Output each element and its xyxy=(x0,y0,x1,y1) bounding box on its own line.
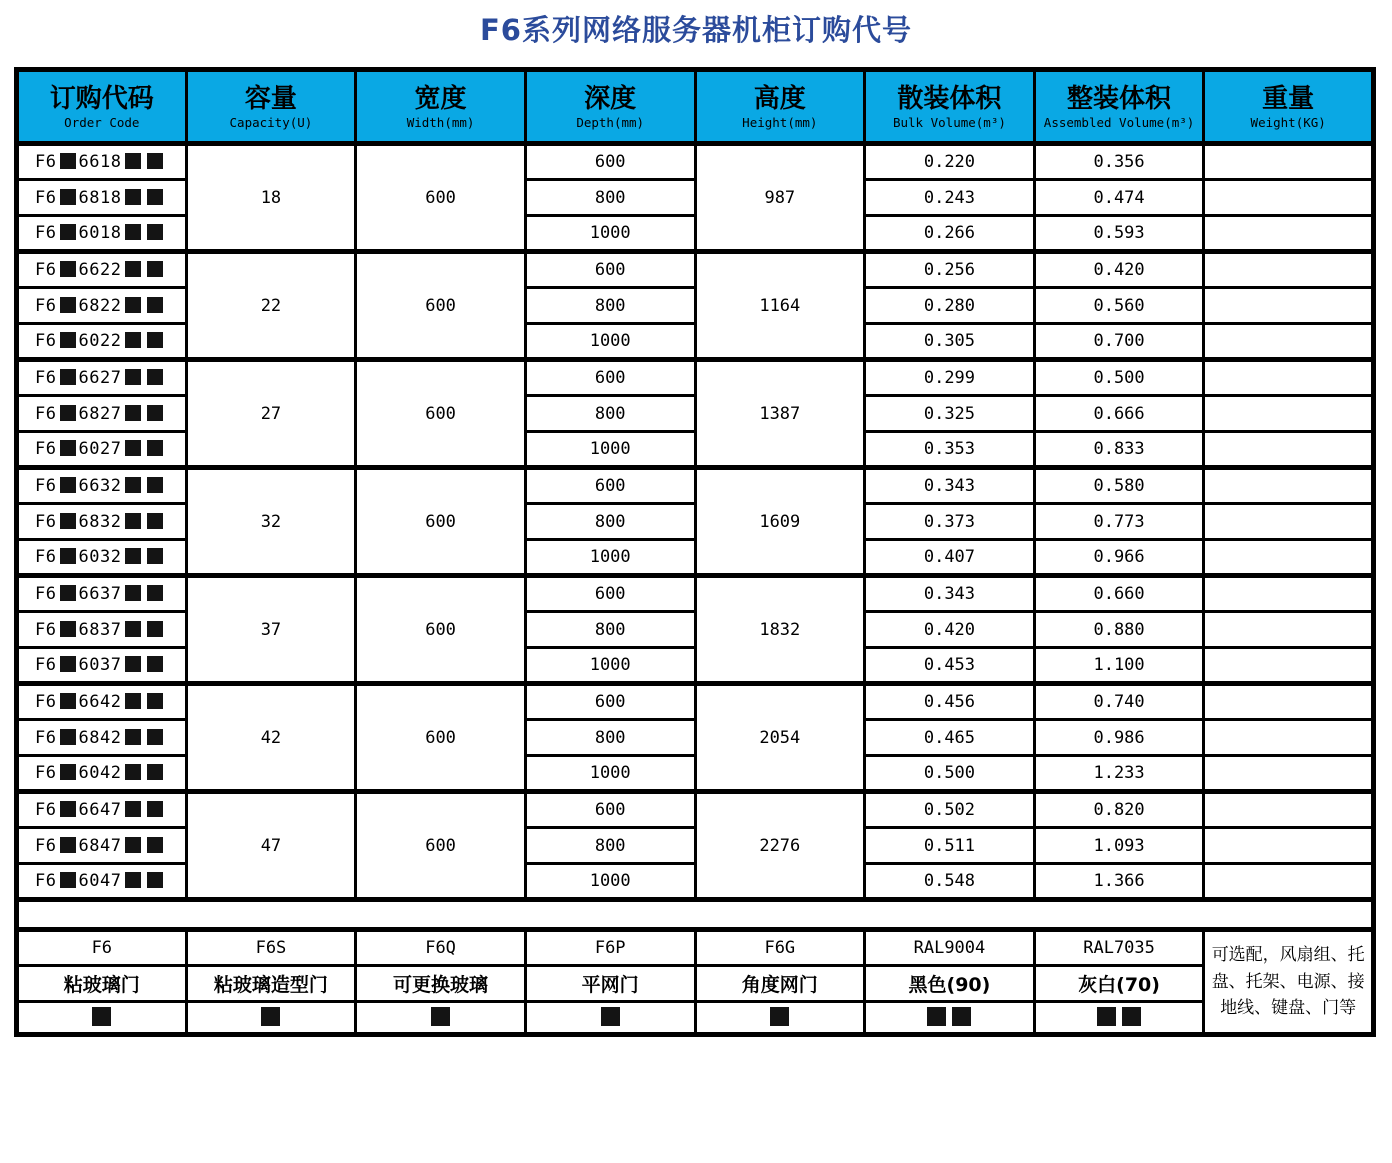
option-code-cell: RAL7035 xyxy=(1034,930,1204,966)
header-depth-zh: 深度 xyxy=(584,83,637,114)
width-cell: 600 xyxy=(356,360,526,468)
weight-cell xyxy=(1204,828,1374,864)
option-code-cell: F6Q xyxy=(356,930,526,966)
placeholder-square xyxy=(147,153,163,169)
depth-cell: 800 xyxy=(525,180,695,216)
option-label-cell: 粘玻璃门 xyxy=(17,966,187,1002)
capacity-cell: 42 xyxy=(186,684,356,792)
depth-cell: 600 xyxy=(525,576,695,612)
assembled-volume-cell: 0.833 xyxy=(1034,432,1204,468)
bulk-volume-cell: 0.548 xyxy=(865,864,1035,900)
placeholder-square xyxy=(147,872,163,888)
bulk-volume-cell: 0.373 xyxy=(865,504,1035,540)
option-code-row xyxy=(17,930,1374,966)
placeholder-square xyxy=(147,369,163,385)
order-code-cell: F6 6647 xyxy=(17,792,187,828)
placeholder-square xyxy=(125,837,141,853)
option-code-cell: F6S xyxy=(186,930,356,966)
capacity-cell: 18 xyxy=(186,144,356,252)
assembled-volume-cell: 1.366 xyxy=(1034,864,1204,900)
placeholder-square xyxy=(927,1007,946,1026)
placeholder-square xyxy=(60,693,76,709)
depth-cell: 1000 xyxy=(525,540,695,576)
bulk-volume-cell: 0.305 xyxy=(865,324,1035,360)
weight-cell xyxy=(1204,360,1374,396)
placeholder-square xyxy=(60,837,76,853)
placeholder-square xyxy=(147,621,163,637)
weight-cell xyxy=(1204,216,1374,252)
placeholder-square xyxy=(60,477,76,493)
order-code-cell: F6 6032 xyxy=(17,540,187,576)
placeholder-square xyxy=(147,837,163,853)
header-bulk-volume xyxy=(865,70,1035,144)
header-capacity-en: Capacity(U) xyxy=(229,115,313,131)
depth-cell: 1000 xyxy=(525,864,695,900)
capacity-cell: 22 xyxy=(186,252,356,360)
placeholder-square xyxy=(125,621,141,637)
assembled-volume-cell: 0.666 xyxy=(1034,396,1204,432)
weight-cell xyxy=(1204,720,1374,756)
header-height-zh: 高度 xyxy=(753,83,806,114)
option-code-cell: F6G xyxy=(695,930,865,966)
option-label-cell: 可更换玻璃 xyxy=(356,966,526,1002)
placeholder-square xyxy=(125,729,141,745)
order-code-cell: F6 6842 xyxy=(17,720,187,756)
assembled-volume-cell: 0.356 xyxy=(1034,144,1204,180)
assembled-volume-cell: 0.740 xyxy=(1034,684,1204,720)
placeholder-square xyxy=(60,297,76,313)
width-cell: 600 xyxy=(356,684,526,792)
spec-table-wrap xyxy=(14,67,1376,1037)
height-cell: 1832 xyxy=(695,576,865,684)
assembled-volume-cell: 0.700 xyxy=(1034,324,1204,360)
placeholder-square xyxy=(125,693,141,709)
bulk-volume-cell: 0.502 xyxy=(865,792,1035,828)
weight-cell xyxy=(1204,756,1374,792)
order-code-cell: F6 6827 xyxy=(17,396,187,432)
table-row xyxy=(17,468,1374,504)
width-cell: 600 xyxy=(356,792,526,900)
spec-table-header xyxy=(17,70,1374,144)
table-row xyxy=(17,252,1374,288)
placeholder-square xyxy=(60,332,76,348)
weight-cell xyxy=(1204,576,1374,612)
option-mark-row xyxy=(17,1002,1374,1035)
header-assembled-volume xyxy=(1034,70,1204,144)
height-cell: 1164 xyxy=(695,252,865,360)
placeholder-square xyxy=(125,440,141,456)
placeholder-square xyxy=(125,548,141,564)
placeholder-square xyxy=(147,224,163,240)
placeholder-square xyxy=(125,656,141,672)
bulk-volume-cell: 0.220 xyxy=(865,144,1035,180)
option-mark-cell xyxy=(1034,1002,1204,1035)
order-code-cell: F6 6047 xyxy=(17,864,187,900)
placeholder-square xyxy=(60,872,76,888)
order-code-cell: F6 6837 xyxy=(17,612,187,648)
table-row xyxy=(17,684,1374,720)
option-label-cell: 粘玻璃造型门 xyxy=(186,966,356,1002)
order-code-cell: F6 6627 xyxy=(17,360,187,396)
depth-cell: 600 xyxy=(525,792,695,828)
placeholder-square xyxy=(147,189,163,205)
depth-cell: 1000 xyxy=(525,756,695,792)
depth-cell: 1000 xyxy=(525,648,695,684)
bulk-volume-cell: 0.453 xyxy=(865,648,1035,684)
depth-cell: 800 xyxy=(525,396,695,432)
table-row xyxy=(17,792,1374,828)
weight-cell xyxy=(1204,864,1374,900)
header-bulk-volume-en: Bulk Volume(m³) xyxy=(892,115,1006,131)
placeholder-square xyxy=(60,369,76,385)
placeholder-square xyxy=(60,621,76,637)
assembled-volume-cell: 0.773 xyxy=(1034,504,1204,540)
placeholder-square xyxy=(770,1007,789,1026)
header-weight-en: Weight(KG) xyxy=(1250,115,1326,131)
placeholder-square xyxy=(431,1007,450,1026)
placeholder-square xyxy=(147,729,163,745)
option-code-cell: F6 xyxy=(17,930,187,966)
header-order-code-en: Order Code xyxy=(64,115,140,131)
depth-cell: 1000 xyxy=(525,432,695,468)
placeholder-square xyxy=(147,513,163,529)
placeholder-square xyxy=(1097,1007,1116,1026)
assembled-volume-cell: 0.880 xyxy=(1034,612,1204,648)
bulk-volume-cell: 0.325 xyxy=(865,396,1035,432)
table-row xyxy=(17,576,1374,612)
bulk-volume-cell: 0.266 xyxy=(865,216,1035,252)
weight-cell xyxy=(1204,540,1374,576)
placeholder-square xyxy=(125,585,141,601)
placeholder-square xyxy=(125,764,141,780)
header-bulk-volume-zh: 散装体积 xyxy=(897,83,1002,114)
placeholder-square xyxy=(147,297,163,313)
header-width-zh: 宽度 xyxy=(414,83,467,114)
placeholder-square xyxy=(147,332,163,348)
bulk-volume-cell: 0.343 xyxy=(865,576,1035,612)
bulk-volume-cell: 0.353 xyxy=(865,432,1035,468)
placeholder-square xyxy=(60,548,76,564)
depth-cell: 1000 xyxy=(525,216,695,252)
placeholder-square xyxy=(1122,1007,1141,1026)
bulk-volume-cell: 0.500 xyxy=(865,756,1035,792)
order-code-cell: F6 6847 xyxy=(17,828,187,864)
bulk-volume-cell: 0.243 xyxy=(865,180,1035,216)
spacer-cell xyxy=(17,900,1374,930)
capacity-cell: 27 xyxy=(186,360,356,468)
option-note-cell: 可选配，风扇组、托盘、托架、电源、接地线、键盘、门等 xyxy=(1204,930,1374,1035)
assembled-volume-cell: 0.474 xyxy=(1034,180,1204,216)
weight-cell xyxy=(1204,648,1374,684)
depth-cell: 600 xyxy=(525,144,695,180)
table-row xyxy=(17,360,1374,396)
depth-cell: 600 xyxy=(525,684,695,720)
bulk-volume-cell: 0.299 xyxy=(865,360,1035,396)
bulk-volume-cell: 0.465 xyxy=(865,720,1035,756)
page-title: F6系列网络服务器机柜订购代号 xyxy=(480,13,912,47)
assembled-volume-cell: 0.420 xyxy=(1034,252,1204,288)
header-weight-zh: 重量 xyxy=(1262,83,1315,114)
depth-cell: 800 xyxy=(525,828,695,864)
option-mark-cell xyxy=(695,1002,865,1035)
placeholder-square xyxy=(60,189,76,205)
header-height-en: Height(mm) xyxy=(742,115,818,131)
assembled-volume-cell: 0.966 xyxy=(1034,540,1204,576)
header-width-en: Width(mm) xyxy=(406,115,475,131)
depth-cell: 600 xyxy=(525,252,695,288)
placeholder-square xyxy=(125,224,141,240)
width-cell: 600 xyxy=(356,144,526,252)
placeholder-square xyxy=(60,153,76,169)
option-code-cell: RAL9004 xyxy=(865,930,1035,966)
header-order-code-zh: 订购代码 xyxy=(49,83,154,114)
bulk-volume-cell: 0.256 xyxy=(865,252,1035,288)
order-code-cell: F6 6818 xyxy=(17,180,187,216)
assembled-volume-cell: 1.100 xyxy=(1034,648,1204,684)
weight-cell xyxy=(1204,792,1374,828)
assembled-volume-cell: 0.580 xyxy=(1034,468,1204,504)
placeholder-square xyxy=(147,405,163,421)
header-weight xyxy=(1204,70,1374,144)
option-label-cell: 黑色(90) xyxy=(865,966,1035,1002)
placeholder-square xyxy=(60,440,76,456)
weight-cell xyxy=(1204,288,1374,324)
option-mark-cell xyxy=(356,1002,526,1035)
placeholder-square xyxy=(60,801,76,817)
depth-cell: 800 xyxy=(525,720,695,756)
option-mark-cell xyxy=(17,1002,187,1035)
placeholder-square xyxy=(125,477,141,493)
capacity-cell: 37 xyxy=(186,576,356,684)
order-code-cell: F6 6037 xyxy=(17,648,187,684)
order-code-cell: F6 6618 xyxy=(17,144,187,180)
option-mark-cell xyxy=(865,1002,1035,1035)
order-code-cell: F6 6637 xyxy=(17,576,187,612)
placeholder-square xyxy=(147,656,163,672)
placeholder-square xyxy=(60,764,76,780)
header-order-code xyxy=(17,70,187,144)
header-capacity-zh: 容量 xyxy=(244,83,297,114)
weight-cell xyxy=(1204,396,1374,432)
placeholder-square xyxy=(60,729,76,745)
order-code-cell: F6 6642 xyxy=(17,684,187,720)
header-height xyxy=(695,70,865,144)
placeholder-square xyxy=(147,261,163,277)
placeholder-square xyxy=(125,332,141,348)
weight-cell xyxy=(1204,612,1374,648)
placeholder-square xyxy=(125,369,141,385)
order-code-cell: F6 6027 xyxy=(17,432,187,468)
placeholder-square xyxy=(92,1007,111,1026)
bulk-volume-cell: 0.407 xyxy=(865,540,1035,576)
bulk-volume-cell: 0.343 xyxy=(865,468,1035,504)
placeholder-square xyxy=(60,585,76,601)
width-cell: 600 xyxy=(356,576,526,684)
order-code-cell: F6 6622 xyxy=(17,252,187,288)
header-depth xyxy=(525,70,695,144)
assembled-volume-cell: 1.093 xyxy=(1034,828,1204,864)
option-code-cell: F6P xyxy=(525,930,695,966)
assembled-volume-cell: 0.593 xyxy=(1034,216,1204,252)
placeholder-square xyxy=(261,1007,280,1026)
bulk-volume-cell: 0.420 xyxy=(865,612,1035,648)
bulk-volume-cell: 0.511 xyxy=(865,828,1035,864)
capacity-cell: 47 xyxy=(186,792,356,900)
bulk-volume-cell: 0.456 xyxy=(865,684,1035,720)
assembled-volume-cell: 0.986 xyxy=(1034,720,1204,756)
assembled-volume-cell: 0.660 xyxy=(1034,576,1204,612)
option-mark-cell xyxy=(186,1002,356,1035)
placeholder-square xyxy=(147,477,163,493)
order-code-cell: F6 6632 xyxy=(17,468,187,504)
order-code-cell: F6 6832 xyxy=(17,504,187,540)
placeholder-square xyxy=(125,297,141,313)
placeholder-square xyxy=(952,1007,971,1026)
weight-cell xyxy=(1204,504,1374,540)
weight-cell xyxy=(1204,432,1374,468)
placeholder-square xyxy=(60,261,76,277)
depth-cell: 600 xyxy=(525,360,695,396)
header-width xyxy=(356,70,526,144)
header-assembled-volume-en: Assembled Volume(m³) xyxy=(1043,115,1195,131)
spacer-row xyxy=(17,900,1374,930)
header-assembled-volume-zh: 整装体积 xyxy=(1067,83,1172,114)
placeholder-square xyxy=(60,405,76,421)
placeholder-square xyxy=(125,261,141,277)
height-cell: 2054 xyxy=(695,684,865,792)
depth-cell: 800 xyxy=(525,288,695,324)
placeholder-square xyxy=(125,405,141,421)
option-label-row xyxy=(17,966,1374,1002)
spec-table xyxy=(14,67,1376,1037)
placeholder-square xyxy=(147,801,163,817)
placeholder-square xyxy=(125,513,141,529)
option-mark-cell xyxy=(525,1002,695,1035)
assembled-volume-cell: 0.820 xyxy=(1034,792,1204,828)
order-code-cell: F6 6822 xyxy=(17,288,187,324)
header-depth-en: Depth(mm) xyxy=(576,115,645,131)
option-label-cell: 角度网门 xyxy=(695,966,865,1002)
placeholder-square xyxy=(60,224,76,240)
placeholder-square xyxy=(147,585,163,601)
placeholder-square xyxy=(60,513,76,529)
placeholder-square xyxy=(60,656,76,672)
order-code-cell: F6 6018 xyxy=(17,216,187,252)
placeholder-square xyxy=(147,693,163,709)
weight-cell xyxy=(1204,180,1374,216)
depth-cell: 600 xyxy=(525,468,695,504)
height-cell: 987 xyxy=(695,144,865,252)
depth-cell: 800 xyxy=(525,504,695,540)
header-capacity xyxy=(186,70,356,144)
height-cell: 1387 xyxy=(695,360,865,468)
weight-cell xyxy=(1204,252,1374,288)
order-code-cell: F6 6022 xyxy=(17,324,187,360)
weight-cell xyxy=(1204,684,1374,720)
width-cell: 600 xyxy=(356,252,526,360)
table-row xyxy=(17,144,1374,180)
assembled-volume-cell: 0.560 xyxy=(1034,288,1204,324)
spec-table-body xyxy=(17,144,1374,1035)
weight-cell xyxy=(1204,144,1374,180)
option-label-cell: 平网门 xyxy=(525,966,695,1002)
capacity-cell: 32 xyxy=(186,468,356,576)
placeholder-square xyxy=(601,1007,620,1026)
assembled-volume-cell: 0.500 xyxy=(1034,360,1204,396)
height-cell: 1609 xyxy=(695,468,865,576)
option-label-cell: 灰白(70) xyxy=(1034,966,1204,1002)
placeholder-square xyxy=(125,189,141,205)
depth-cell: 1000 xyxy=(525,324,695,360)
placeholder-square xyxy=(147,440,163,456)
placeholder-square xyxy=(125,872,141,888)
placeholder-square xyxy=(125,801,141,817)
bulk-volume-cell: 0.280 xyxy=(865,288,1035,324)
placeholder-square xyxy=(125,153,141,169)
weight-cell xyxy=(1204,324,1374,360)
placeholder-square xyxy=(147,548,163,564)
depth-cell: 800 xyxy=(525,612,695,648)
assembled-volume-cell: 1.233 xyxy=(1034,756,1204,792)
height-cell: 2276 xyxy=(695,792,865,900)
width-cell: 600 xyxy=(356,468,526,576)
weight-cell xyxy=(1204,468,1374,504)
order-code-cell: F6 6042 xyxy=(17,756,187,792)
header-row xyxy=(17,70,1374,144)
placeholder-square xyxy=(147,764,163,780)
